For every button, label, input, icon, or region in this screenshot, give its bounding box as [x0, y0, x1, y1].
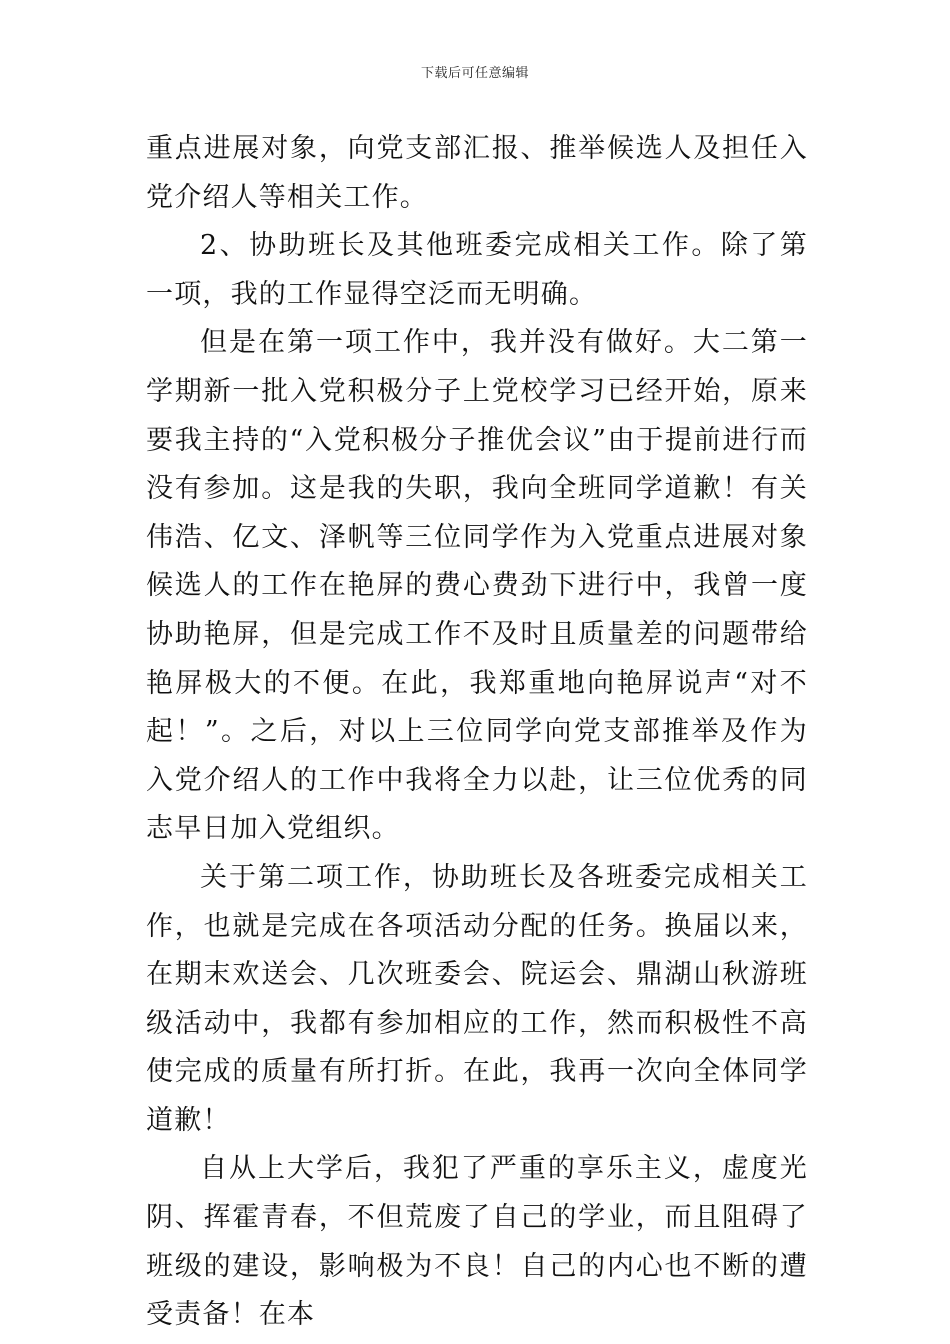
paragraph-4: 关于第二项工作，协助班长及各班委完成相关工作，也就是完成在各项活动分配的任务。换届以来，在期末欢送会、几次班委会、院运会、鼎湖山秋游班级活动中，我都有参加相应的工作，然而积极性不高使完成的质量有所打折。在此，我再一次向全体同学道歉！ [146, 861, 808, 1136]
paragraph-2: 2、协助班长及其他班委完成相关工作。除了第一项，我的工作显得空泛而无明确。 [146, 230, 808, 310]
paragraph-1: 重点进展对象，向党支部汇报、推举候选人及担任入党介绍人等相关工作。 [146, 133, 808, 213]
page-header: 下载后可任意编辑 [420, 66, 529, 81]
paragraph-5: 自从上大学后，我犯了严重的享乐主义，虚度光阴、挥霍青春，不但荒废了自己的学业，而且阻碍了班级的建设，影响极为不良！自己的内心也不断的遭受责备！在本 [146, 1153, 808, 1331]
document-body [146, 125, 808, 1340]
paragraph-3: 但是在第一项工作中，我并没有做好。大二第一学期新一批入党积极分子上党校学习已经开始，原来要我主持的“入党积极分子推优会议”由于提前进行而没有参加。这是我的失职，我向全班同学道歉！有关伟浩、亿文、泽帆等三位同学作为入党重点进展对象候选人的工作在艳屏的费心费劲下进行中，我曾一度协助艳屏，但是完成工作不及时且质量差的问题带给艳屏极大的不便。在此，我郑重地向艳屏说声“对不起！”。之后，对以上三位同学向党支部推举及作为入党介绍人的工作中我将全力以赴，让三位优秀的同志早日加入党组织。 [146, 327, 808, 845]
